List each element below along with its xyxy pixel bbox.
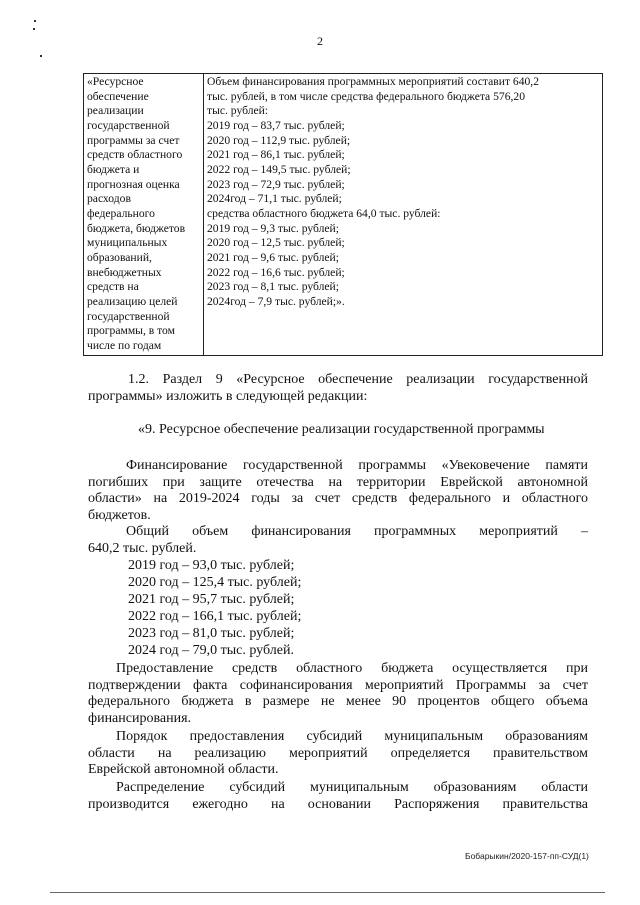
paragraph-line: Распределение субсидий муниципальным образованиям области — [116, 780, 588, 795]
cell-line: 2022 год – 149,5 тыс. рублей; — [207, 162, 351, 176]
year-amount: 2023 год – 81,0 тыс. рублей; — [128, 626, 295, 641]
paragraph-line: 640,2 тыс. рублей. — [88, 540, 197, 556]
cell-line: «Ресурсное — [87, 75, 144, 88]
cell-line: 2021 год – 9,6 тыс. рублей; — [207, 250, 339, 264]
cell-line: образований, — [87, 250, 152, 264]
cell-line: государственной — [87, 118, 170, 132]
paragraph-line: программы» изложить в следующей редакции: — [88, 388, 368, 404]
cell-line: бюджета и — [87, 162, 140, 176]
paragraph-line: Финансирование государственной программы «Увековечение памяти — [126, 458, 588, 473]
cell-line: средства областного бюджета 64,0 тыс. рублей: — [207, 206, 441, 220]
cell-line: реализации — [87, 104, 144, 118]
resource-table — [83, 73, 603, 356]
paragraph-line: производится ежегодно на основании Распоряжения правительства — [88, 796, 588, 812]
table-row — [84, 74, 603, 356]
paragraph-line: финансирования. — [88, 710, 192, 726]
cell-line: прогнозная оценка — [87, 177, 180, 191]
cell-line: 2019 год – 9,3 тыс. рублей; — [207, 221, 339, 235]
cell-line: тыс. рублей: — [207, 104, 269, 118]
cell-line: федерального — [87, 206, 155, 220]
table-cell-value — [204, 74, 603, 356]
paragraph-line: Еврейской автономной области. — [88, 762, 279, 777]
cell-line: средств на — [87, 280, 139, 294]
paragraph-financing — [88, 458, 588, 524]
paragraph-line: федерального бюджета в размере не менее 90 процентов общего объема — [88, 694, 588, 709]
cell-line: реализацию целей — [87, 294, 178, 308]
cell-line: программы, в том — [87, 324, 175, 338]
year-amount: 2022 год – 166,1 тыс. рублей; — [128, 609, 302, 624]
scan-mark — [33, 28, 35, 30]
cell-line: государственной — [87, 309, 170, 323]
cell-line: обеспечение — [87, 89, 149, 103]
cell-line: 2019 год – 83,7 тыс. рублей; — [207, 118, 345, 132]
paragraph-line: подтверждении факта софинансирования мероприятий Программы за счет — [88, 677, 588, 693]
paragraph-distribution — [88, 780, 588, 813]
cell-line: 2020 год – 12,5 тыс. рублей; — [207, 236, 345, 250]
document-id: Бобарыкин/2020-157-пп-СУД(1) — [465, 851, 589, 861]
paragraph-line: Порядок предоставления субсидий муниципальным образованиям — [116, 729, 588, 744]
cell-line: средств областного — [87, 148, 183, 162]
page-bottom-rule — [50, 892, 605, 893]
year-amount: 2019 год – 93,0 тыс. рублей; — [128, 558, 295, 573]
cell-line: расходов — [87, 192, 131, 206]
paragraph-line: погибших при защите отечества на территории Еврейской автономной — [88, 474, 588, 490]
cell-line: бюджета, бюджетов — [87, 221, 186, 235]
cell-line: 2024год – 7,9 тыс. рублей;». — [207, 294, 345, 308]
paragraph-line: бюджетов. — [88, 507, 151, 523]
cell-line: 2024год – 71,1 тыс. рублей; — [207, 192, 342, 206]
scan-mark — [34, 20, 36, 22]
section-heading — [138, 422, 598, 439]
paragraph-line: Общий объем финансирования программных мероприятий – — [126, 524, 588, 539]
year-amount: 2024 год – 79,0 тыс. рублей. — [128, 643, 294, 658]
table-cell-label — [84, 74, 204, 356]
cell-line: 2021 год – 86,1 тыс. рублей; — [207, 148, 345, 162]
year-amount: 2021 год – 95,7 тыс. рублей; — [128, 592, 295, 607]
page-number: 2 — [317, 34, 323, 48]
cell-line: числе по годам — [87, 338, 162, 352]
cell-line: программы за счет — [87, 133, 180, 147]
cell-line: 2022 год – 16,6 тыс. рублей; — [207, 265, 345, 279]
paragraph-line: Предоставление средств областного бюджета осуществляется при — [116, 661, 588, 676]
paragraph-amendment — [88, 372, 588, 405]
year-amount: 2020 год – 125,4 тыс. рублей; — [128, 575, 302, 590]
scan-mark — [40, 55, 42, 57]
paragraph-line: области на реализацию мероприятий определяется правительством — [88, 745, 588, 761]
paragraph-line: области» на 2019-2024 годы за счет средств федерального и областного — [88, 491, 588, 506]
cell-line: Объем финансирования программных мероприятий составит 640,2 — [207, 75, 539, 88]
heading-line: «9. Ресурсное обеспечение реализации государственной программы — [138, 422, 545, 437]
cell-line: 2023 год – 8,1 тыс. рублей; — [207, 280, 339, 294]
cell-line: тыс. рублей, в том числе средства федерального бюджета 576,20 — [207, 89, 525, 103]
cell-line: 2020 год – 112,9 тыс. рублей; — [207, 133, 351, 147]
paragraph-total — [88, 524, 588, 557]
cell-line: муниципальных — [87, 236, 168, 250]
paragraph-line: 1.2. Раздел 9 «Ресурсное обеспечение реализации государственной — [128, 372, 588, 387]
cell-line: 2023 год – 72,9 тыс. рублей; — [207, 177, 345, 191]
paragraph-regional-funds — [88, 661, 588, 727]
cell-line: внебюджетных — [87, 265, 162, 279]
paragraph-procedure — [88, 729, 588, 779]
